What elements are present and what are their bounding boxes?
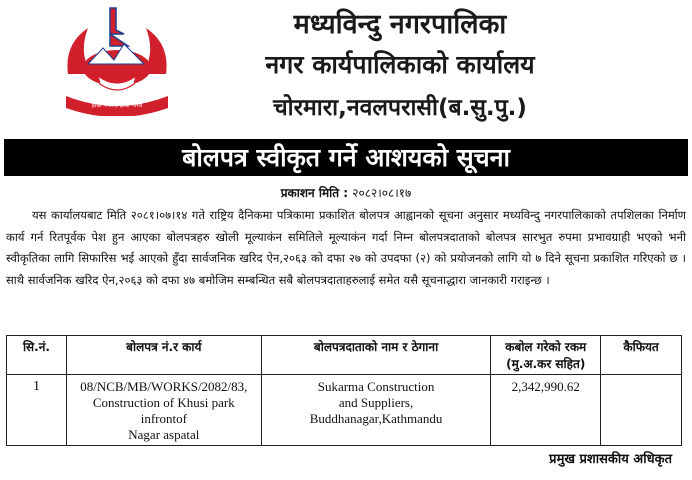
signature: प्रमुख प्रशासकीय अधिकृत bbox=[549, 452, 672, 467]
cell-bidder-line1: Sukarma Construction bbox=[317, 379, 435, 394]
publication-label: प्रकाशन मिति : bbox=[280, 186, 349, 200]
table-header-row bbox=[7, 336, 682, 375]
cell-bidder-line2: and Suppliers, bbox=[338, 395, 414, 410]
header-work: बोलपत्र नं.र कार्य bbox=[66, 336, 261, 375]
cell-work-line3: Nagar aspatal bbox=[128, 427, 200, 442]
publication-date-value: २०८२।०८।१७ bbox=[352, 186, 412, 200]
cell-remarks bbox=[601, 375, 682, 446]
cell-bidder-line3: Buddhanagar,Kathmandu bbox=[309, 411, 443, 426]
publication-date bbox=[0, 184, 692, 201]
notice-title: बोलपत्र स्वीकृत गर्ने आशयको सूचना bbox=[4, 139, 688, 176]
office-name: नगर कार्यपालिकाको कार्यालय bbox=[265, 50, 535, 79]
cell-bidder bbox=[261, 375, 491, 446]
emblem-flag bbox=[110, 8, 128, 46]
header-amount-line2: (मु.अ.कर सहित) bbox=[506, 357, 586, 371]
org-name: मध्यविन्दु नगरपालिका bbox=[293, 9, 507, 40]
header-amount bbox=[491, 336, 601, 375]
bid-table bbox=[6, 335, 682, 446]
header-bidder: बोलपत्रदाताको नाम र ठेगाना bbox=[261, 336, 491, 375]
cell-work-line2: Construction of Khusi park infrontof bbox=[92, 395, 235, 426]
notice-body: यस कार्यालयबाट मिति २०८१।०७।१४ गते राष्ट्रिय दैनिकमा पत्रिकामा प्रकाशित बोलपत्र आह्वानको सूचना अनुसार मध्यविन्दु नगरपालिकाको तपशिलका निर्माण कार्य गर्न रितपूर्वक पेश हुन आएका बोलपत्रहरु खोली मूल्याकंन समितिले मूल्याकंन गर्दा निम्न बोलपत्रदाताको बोलपत्र सारभुत रुपमा प्रभावग्राही भएको भनी स्वीकृतिका लागि सिफारिस भई आएको हुँदा सार्वजनिक खरिद ऐन,२०६३ को दफा २७ को उपदफा (२) को प्रयोजनको लागि यो ७ दिने सूचना प्रकाशित गरिएको छ । साथै सार्वजनिक खरिद ऐन,२०६३ को दफा ४७ बमोजिम सम्बन्धित सबै बोलपत्रदाताहरुलाई समेत यसै सूचनाद्धारा जानकारी गराइन्छ । bbox=[6, 208, 686, 287]
cell-work bbox=[66, 375, 261, 446]
cell-sn: 1 bbox=[7, 375, 67, 446]
header-remarks: कैफियत bbox=[601, 336, 682, 375]
nepal-emblem bbox=[58, 4, 176, 116]
header-amount-line1: कबोल गरेको रकम bbox=[505, 340, 587, 354]
cell-amount: 2,342,990.62 bbox=[491, 375, 601, 446]
cell-work-line1: 08/NCB/MB/WORKS/2082/83, bbox=[80, 379, 248, 394]
table-row bbox=[7, 375, 682, 446]
emblem-motto: हाम्रो नेपाल, हाम्रो गौरव bbox=[91, 102, 143, 109]
office-address: चोरमारा,नवलपरासी(ब.सु.पु.) bbox=[273, 95, 527, 121]
header-sn: सि.नं. bbox=[7, 336, 67, 375]
